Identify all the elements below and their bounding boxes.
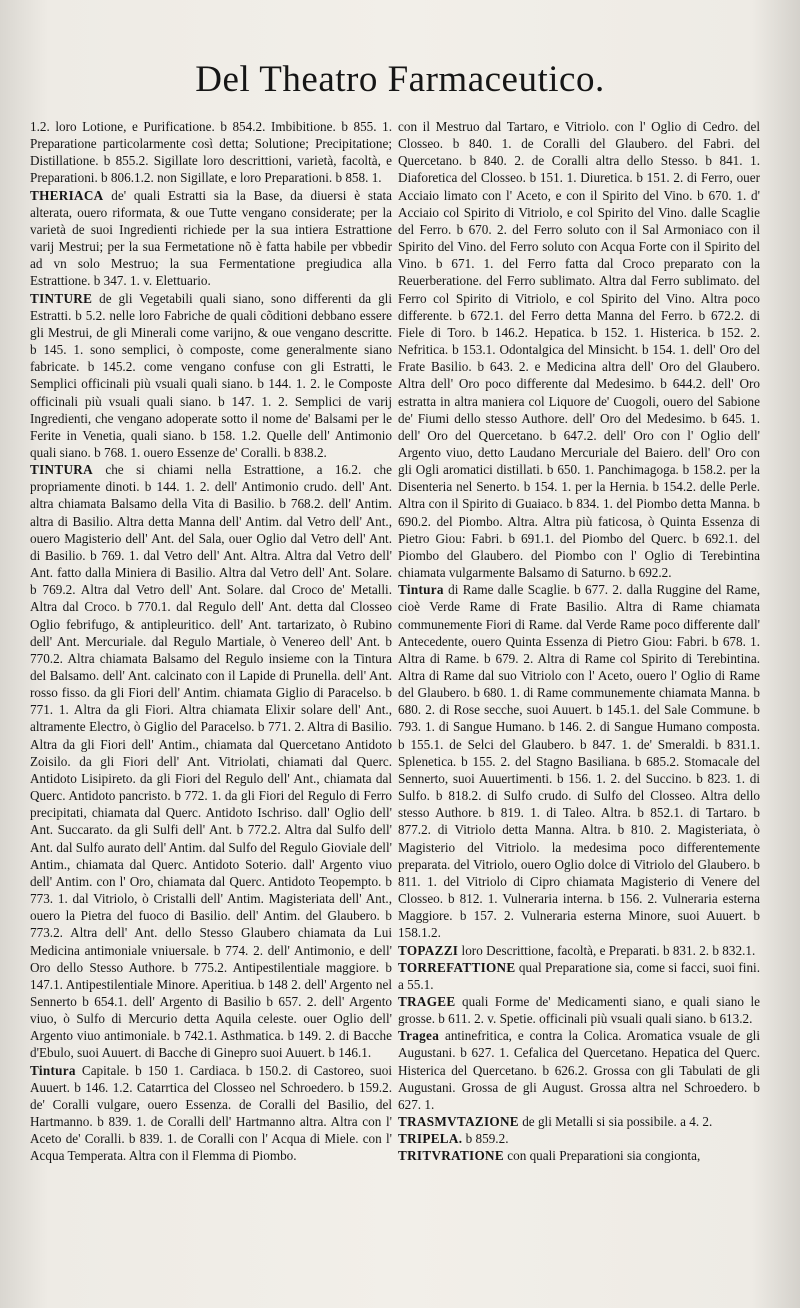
index-entry	[30, 461, 392, 1061]
entry-keyword: TRITVRATIONE	[398, 1148, 504, 1164]
entry-text: 1.2. loro Lotione, e Purificatione. b 854.2. Imbibitione. b 855. 1. Preparatione particolarmente così detta; Solutione; Precipitatione; Distillatione. b 855.2. Sigillate loro descrittioni, varietà, facoltà, e Preparationi. b 806.1.2. non Sigillate, e loro Preparationi. b 858. 1.	[30, 119, 392, 186]
index-entry	[398, 1027, 760, 1113]
entry-keyword: TINTURA	[30, 462, 93, 478]
left-column	[30, 118, 392, 1165]
entry-keyword: Tintura	[398, 582, 444, 598]
index-entry	[398, 942, 760, 959]
index-entry	[30, 290, 392, 462]
entry-keyword: TRIPELA.	[398, 1131, 463, 1147]
entry-keyword: TOPAZZI	[398, 942, 459, 958]
entry-keyword: Tintura	[30, 1062, 76, 1078]
index-entry	[398, 1147, 760, 1164]
entry-text: de gli Metalli si sia possibile. a 4. 2.	[518, 1114, 713, 1130]
entry-text: che si chiami nella Estrattione, a 16.2. che propriamente dinoti. b 144. 1. 2. dell' Antimonio crudo. dell' Ant. altra chiamata Balsamo della Vita di Basilio. b 768.2. dell' Antim. altra di Basilio. Altra detta Manna dell' Antim. dal Vetro dell' Ant., ouero Magisterio dell' Ant. del Sala, ouer Oglio dal Vetro dell' Ant. di Basilio. b 769. 1. dal Vetro dell' Ant. Altra. Altra dal Vetro dell' Ant. fatto dalla Miniera di Basilio. Altra dal Vetro dell' Ant. Solare. b 769.2. Altra dal Vetro dell' Ant. Solare. dal Croco de' Metalli. Altra dal Croco. b 770.1. dal Regulo dell' Ant. detta dal Closseo Oglio febrifugo, & antipleuritico. dell' Ant. tartarizato, ò Rubino dell' Ant. Mercuriale. dal Regulo Martiale, ò Venereo dell' Ant. b 770.2. Altra chiamata Balsamo del Regulo insieme con la Tintura del Balsamo. dell' Ant. calcinato con il Lapide di Prunella. dell' Ant. rosso fisso. da gli Fiori dell' Antim. chiamata Giglio di Paracelso. b 771. 1. Altra da gli Fiori. Altra chiamata Elixir solare dell' Ant., altramente Electro, ò Giglio del Paracelso. b 771. 2. Altra di Basilio. Altra da gli Fiori dell' Antim., chiamata dal Quercetano Antidoto Zoisilo. da gli Fiori dell' Ant. Vitriolati, chiamati dal Querc. Antidoto Lisipireto. da gli Fiori del Regulo dell' Ant., chiamata dal Querc. Antidoto pancristo. b 772. 1. da gli Fiori del Regulo di Ferro precipitati, chiamata dal Querc. Antidoto Ischriso. dall' Oglio dell' Ant. Succarato. da gli Sulfi dell' Ant. b 772.2. Altra dal Sulfo dell' Ant. dal Sulfo aurato dell' Antim. dal Sulfo del Regulo Gioviale dell' Antim., chiamata dal Querc. Antidoto Soterio. dall' Argento viuo dell' Antim. con l' Oro, chiamata dal Querc. Antidoto Teopempto. b 773. 1. dal Vitriolo, ò Cristalli dell' Antim. Magisteriata dell' Ant., ouero la Pietra del fuoco di Basilio. dell' Antim. del Glaubero. b 773.2. Altra dell' Ant. dello Stesso Glaubero chiamata da Lui Medicina antimoniale vniuersale. b 774. 2. dell' Antimonio, e dell' Oro dello Stesso Authore. b 775.2. Antipestilentiale maggiore. b 147.1. Antipestilentiale Minore. Aperitiua. b 148 2. dell' Argento nel Sennerto b 654.1. dell' Argento di Basilio b 657. 2. dell' Argento viuo, ò Sulfo di Mercurio detta Aquila celeste. ouer Oglio dell' Argento viuo antimoniale. b 742.1. Asthmatica. b 149. 2. di Bacche d'Ebulo, suoi Auuert. di Bacche di Ginepro suoi Auuert. b 146.1.	[30, 462, 392, 1061]
entry-text: b 859.2.	[462, 1131, 509, 1147]
index-entry	[398, 993, 760, 1027]
entry-text: Capitale. b 150 1. Cardiaca. b 150.2. di Castoreo, suoi Auuert. b 146. 1.2. Catarrtica del Closseo nel Schroedero. b 159.2. de' Coralli vulgare, ouero Essenza. de Coralli del Basilio, del Hartmanno. b 839. 1. de Coralli dell' Hartmanno altra. Altra con l' Aceto de' Coralli. b 839. 1. de Coralli con l' Acqua di Miele. con l' Acqua Temperata. Altra con il Flemma di Piombo.	[30, 1062, 392, 1164]
entry-keyword: THERIACA	[30, 187, 104, 203]
index-entry	[398, 959, 760, 993]
page-title: Del Theatro Farmaceutico.	[195, 59, 605, 100]
index-entry	[30, 118, 392, 187]
entry-keyword: TINTURE	[30, 290, 93, 306]
right-column	[398, 118, 760, 1165]
entry-text: de gli Vegetabili quali siano, sono differenti da gli Estratti. b 5.2. nelle loro Fabriche de quali cõditioni debbano essere gli Mestrui, de gli Minerali come varijno, & oue vengano descritte. b 145. 1. sono semplici, ò composte, come generalmente siano fabricate. b 145.2. come vengano confuse con gli Estratti, le Semplici officinali più vsuali quali siano. b 144. 1. 2. le Composte officinali più vsuali quali siano. b 147. 1. 2. Semplici de varij Ingredienti, che vengano adoperate sotto il nome de' Balsami per le Ferite in Venetia, quali siano. b 158. 1.2. Quelle dell' Antimonio quali siano. b 768. 1. ouero Essenze de' Coralli. b 838.2.	[30, 290, 392, 460]
index-entry	[398, 118, 760, 581]
entry-text: con il Mestruo dal Tartaro, e Vitriolo. con l' Oglio di Cedro. del Closseo. b 840. 1. de Coralli del Glaubero. del Fabri. del Quercetano. b 840. 2. de Coralli altra dello Stesso. b 841. 1. Diaforetica del Closseo. b 151. 1. Diuretica. b 151. 2. di Ferro, ouer Acciaio limato con l' Aceto, e con il Spirito del Vino. b 670. 1. d' Acciaio col Spirito di Vitriolo, e col Spirito del Vino. dalle Scaglie del Ferro. b 670. 2. del Ferro soluto con il Sal Armoniaco con il Spirito del Vino. del Ferro soluto con Acqua Forte con il Spirito del Vino. b 671. 1. del Ferro fatta dal Croco preparato con la Reuerberatione. del Ferro sublimato. Altra dal Ferro sublimato. del Ferro col Spirito di Vitriolo, e col Spirito del Vino. Altra poco differente. b 672.1. del Ferro detta Manna del Ferro. b 672.2. di Fiele di Toro. b 146.2. Hepatica. b 152. 1. Histerica. b 152. 2. Nefritica. b 153.1. Odontalgica del Minsicht. b 154. 1. dell' Oro del Frate Basilio. b 643. 2. e Medicina altra dell' Oro del Glaubero. Altra dell' Oro poco differente dal Medesimo. b 644.2. dell' Oro estratta in altra maniera col Liquore de' Cuogoli, ouero del Sabione de' Fiumi dello stesso Authore. dell' Oro del Medesimo. b 645. 1. dell' Oro del Quercetano. b 647.2. dell' Oro con l' Oglio dell' Argento viuo, detto Laudano Mercuriale del Baiero. dell' Oro con gli Ogli aromatici distillati. b 650. 1. Panchimagoga. b 158.2. per la Disenteria nel Senerto. b 154. 1. per la Hernia. b 154.2. delle Perle. Altra con il Spirito di Guaiaco. b 834. 1. del Piombo detta Manna. b 690.2. del Piombo. Altra. Altra più faticosa, ò Quinta Essenza di Pietro Giou: Fabri. b 691.1. del Piombo del Querc. b 692.1. del Piombo del Glaubero. del Piombo con l' Oglio di Terebintina chiamata vulgarmente Balsamo di Saturno. b 692.2.	[398, 119, 760, 581]
entry-text: di Rame dalle Scaglie. b 677. 2. dalla Ruggine del Rame, cioè Verde Rame di Frate Basilio. Altra di Rame chiamata communemente Fiori di Rame. dal Verde Rame poco differente dall' Antecedente, ouero Quinta Essenza di Pietro Giou: Fabri. b 678. 1. Altra di Rame. b 679. 2. Altra di Rame col Spirito di Terebintina. Altra di Rame dal suo Vitriolo con l' Aceto, ouero l' Oglio di Rame del Glaubero. b 680. 1. di Rame communemente chiamata Manna. b 680. 2. di Rose secche, suoi Auuert. b 145.1. del Sale Commune. b 793. 1. di Sangue Humano. b 146. 2. di Sangue Humano composta. b 155.1. de Selci del Glaubero. b 847. 1. de' Smeraldi. b 831.1. Splenetica. b 155. 2. del Stagno Basiliana. b 685.2. Stomacale del Sennerto, suoi Auuertimenti. b 156. 1. 2. del Succino. b 823. 1. di Sulfo. b 818.2. di Sulfo crudo. di Sulfo del Closseo. Altra dello stesso Authore. b 819. 1. di Taleo. Altra. b 852.1. di Tartaro. b 877.2. di Vitriolo detta Manna. Altra. b 810. 2. Magisteriata, ò Magisterio del Vitriolo. la medesima poco differentemente preparata. del Vitriolo, ouero Oglio dolce di Vitriolo del Glaubero. b 811. 1. del Vitriolo di Cipro chiamata Magisterio di Venere del Closseo. b 812. 1. Vulneraria interna. b 156. 2. Vulneraria esterna Maggiore. b 157. 2. Vulneraria esterna Minore, suoi Auuert. b 158.1.2.	[398, 582, 760, 941]
entry-text: antinefritica, e contra la Colica. Aromatica vsuale de gli Augustani. b 627. 1. Cefalica del Quercetano. Hepatica del Querc. Histerica del Quercetano. b 626.2. Grossa con gli Tabulati de gli Augustani. Grossa de gli August. Grossa altra nel Schroedero. b 627. 1.	[398, 1028, 760, 1112]
index-entry	[30, 1062, 392, 1165]
entry-keyword: TORREFATTIONE	[398, 959, 516, 975]
entry-text: qual Preparatione sia, come si facci, suoi fini. a 55.1.	[398, 959, 760, 992]
index-entry	[30, 187, 392, 290]
entry-text: loro Descrittione, facoltà, e Preparati. b 831. 2. b 832.1.	[458, 942, 756, 958]
entry-text: con quali Preparationi sia congionta,	[503, 1148, 701, 1164]
entry-keyword: TRAGEE	[398, 993, 456, 1009]
index-entry	[398, 581, 760, 941]
index-entry	[398, 1113, 760, 1130]
entry-text: quali Forme de' Medicamenti siano, e quali siano le grosse. b 611. 2. v. Spetie. officinali più vsuali quali siano. b 613.2.	[398, 993, 760, 1027]
entry-keyword: Tragea	[398, 1028, 440, 1044]
entry-keyword: TRASMVTAZIONE	[398, 1114, 519, 1130]
index-entry	[398, 1130, 760, 1147]
entry-text: de' quali Estratti sia la Base, da diuersi è stata alterata, ouero riformata, & oue Tutte vengano considerate; per la varietà de suoi Ingredienti richiede per la sua intiera Estrattione varij Mestrui; per la sua Fermetatione nõ è fatta habile per vbbedir ad vn solo Mestruo; la sua Fermentatione pregiudica alla Estrattione. b 347. 1. v. Elettuario.	[30, 187, 392, 289]
